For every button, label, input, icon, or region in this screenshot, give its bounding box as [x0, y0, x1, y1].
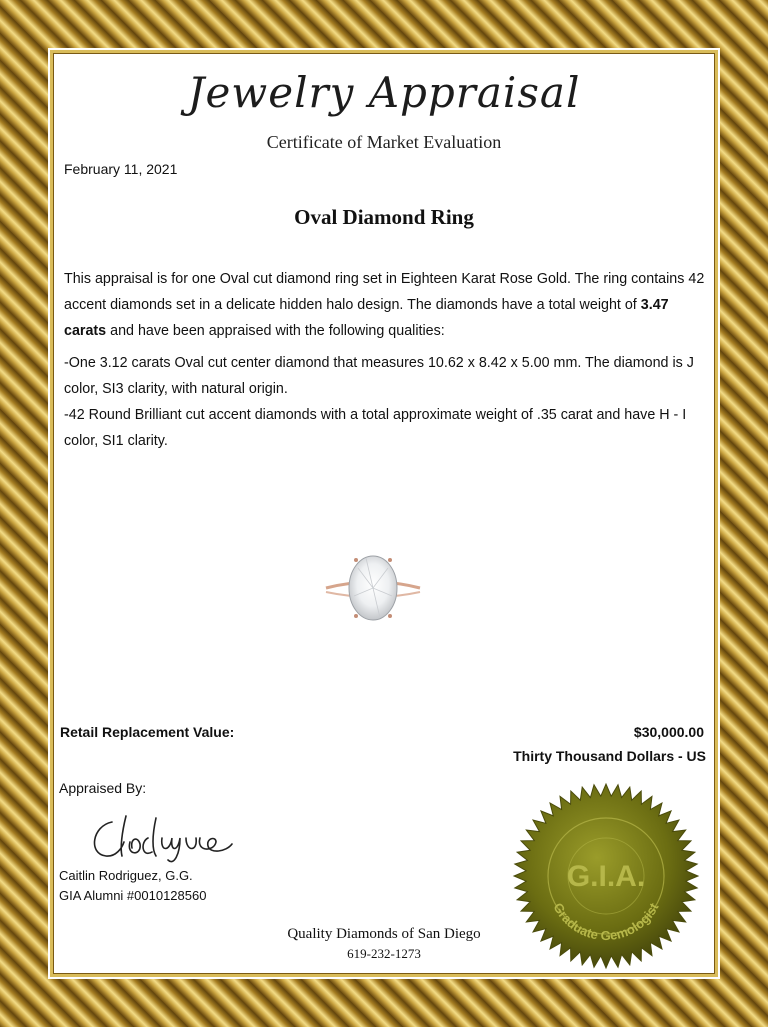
certificate-title: Jewelry Appraisal: [187, 68, 581, 117]
certificate-subtitle: Certificate of Market Evaluation: [266, 132, 502, 152]
gia-gold-seal: [512, 782, 700, 970]
item-title: Oval Diamond Ring: [294, 205, 474, 229]
appraiser-credential: GIA Alumni #0010128560: [59, 888, 207, 903]
retail-value-words: Thirty Thousand Dollars - US: [513, 748, 706, 764]
total-weight: 3.47 carats: [64, 297, 669, 339]
intro-text-2: and have been appraised with the following qualities:: [106, 323, 445, 339]
retail-value-amount: $30,000.00: [633, 724, 704, 740]
seal-ring-text: Graduate Gemologist: [550, 900, 662, 944]
seal-center-text: G.I.A.: [566, 860, 646, 893]
appraised-by-label: Appraised By:: [59, 780, 147, 796]
intro-paragraph: [64, 266, 712, 344]
appraiser-signature: [82, 808, 262, 868]
center-diamond-detail: -One 3.12 carats Oval cut center diamond that measures 10.62 x 8.42 x 5.00 mm. The diamond is J color, SI3 clarity, with natural origin.: [64, 355, 694, 397]
appraisal-date: February 11, 2021: [64, 161, 178, 177]
accent-diamonds-detail: -42 Round Brilliant cut accent diamonds with a total approximate weight of .35 carat and have H - I color, SI1 clarity.: [64, 407, 687, 449]
intro-text-1: This appraisal is for one Oval cut diamond ring set in Eighteen Karat Rose Gold. The ring contains 42 accent diamonds set in a delicate hidden halo design. The diamonds have a total weight of: [64, 271, 705, 313]
appraiser-name: Caitlin Rodriguez, G.G.: [59, 868, 193, 883]
appraisal-description: [64, 266, 712, 454]
company-name: Quality Diamonds of San Diego: [287, 926, 481, 942]
ring-image: [318, 546, 428, 636]
company-phone: 619-232-1273: [347, 946, 421, 961]
retail-value-label: Retail Replacement Value:: [60, 724, 235, 740]
